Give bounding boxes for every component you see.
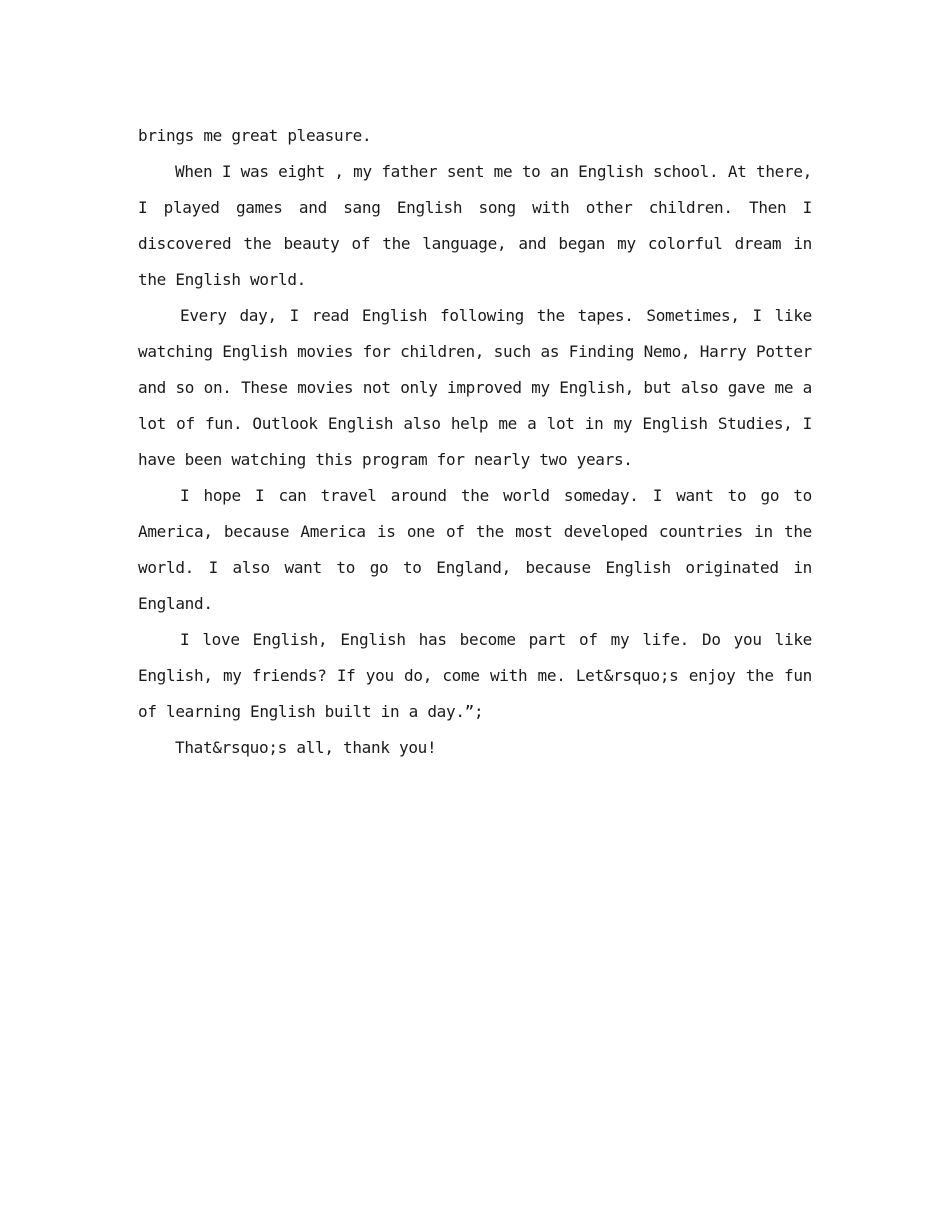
document-body xyxy=(138,118,812,766)
paragraph-english-school: When I was eight , my father sent me to an English school. At there, I played games and sang English song with other children. Then I discovered the beauty of the language, and began my colorful dream in the English world. xyxy=(138,162,812,289)
paragraph-love-english: I love English, English has become part of my life. Do you like English, my friends? If you do, come with me. Let&rsquo;s enjoy the fun of learning English built in a day.”; xyxy=(138,630,812,721)
paragraph-every-day: Every day, I read English following the tapes. Sometimes, I like watching English movies for children, such as Finding Nemo, Harry Potter and so on. These movies not only improved my English, but also gave me a lot of fun. Outlook English also help me a lot in my English Studies, I have been watching this program for nearly two years. xyxy=(138,306,812,469)
paragraph-continuation: brings me great pleasure. xyxy=(138,126,372,145)
paragraph-travel: I hope I can travel around the world someday. I want to go to America, because America is one of the most developed countries in the world. I also want to go to England, because English originated in England. xyxy=(138,486,812,613)
paragraph-closing: That&rsquo;s all, thank you! xyxy=(175,738,437,757)
